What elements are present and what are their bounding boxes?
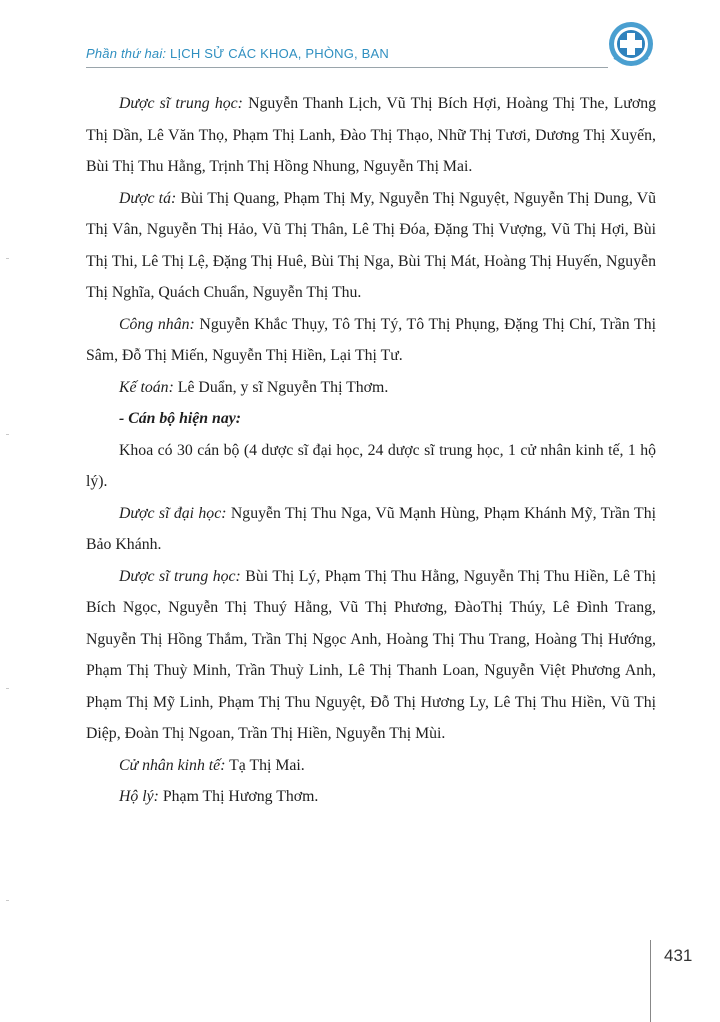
staff-names: Phạm Thị Hương Thơm.	[162, 788, 319, 805]
page-body	[86, 88, 656, 813]
staff-names: Tạ Thị Mai.	[229, 756, 305, 774]
staff-names: Bùi Thị Lý, Phạm Thị Thu Hằng, Nguyễn Thị Thu Hiền, Lê Thị Bích Ngọc, Nguyễn Thị Thuý Hằng, Vũ Thị Phương, ĐàoThị Thúy, Lê Đình Trang, Nguyễn Thị Hồng Thắm, Trần Thị Ngọc Anh, Hoàng Thị Thu Trang, Hoàng Thị Hướng, Phạm Thị Thuỳ Minh, Trần Thuỳ Linh, Lê Thị Thanh Loan, Nguyễn Việt Phương Anh, Phạm Thị Mỹ Linh, Phạm Thị Thu Nguyệt, Đỗ Thị Hương Ly, Lê Thị Thu Hiền, Vũ Thị Diệp, Đoàn Thị Ngoan, Trần Thị Hiền, Nguyễn Thị Mùi.	[86, 567, 656, 742]
scan-margin-mark	[6, 688, 9, 689]
page-number: 431	[664, 946, 693, 965]
role-label: Dược sĩ trung học:	[119, 567, 241, 585]
paragraph-economics-bachelor	[86, 750, 656, 782]
running-header	[86, 46, 389, 61]
role-label: Dược sĩ trung học:	[119, 95, 243, 112]
staff-names: Lê Duẩn, y sĩ Nguyễn Thị Thơm.	[177, 378, 389, 396]
hospital-emblem-icon	[604, 18, 656, 72]
role-label: Kế toán:	[119, 378, 174, 396]
staff-names: Nguyễn Thị Thu Nga, Vũ Mạnh Hùng, Phạm Khánh Mỹ, Trần Thị Bảo Khánh.	[86, 504, 656, 553]
current-staff-heading: - Cán bộ hiện nay:	[119, 410, 242, 427]
staff-names: Nguyễn Thanh Lịch, Vũ Thị Bích Hợi, Hoàng Thị The, Lương Thị Dần, Lê Văn Thọ, Phạm Thị Lanh, Đào Thị Thạo, Nhữ Thị Tươi, Dương Thị Xuyến, Bùi Thị Thu Hằng, Trịnh Thị Hồng Nhung, Nguyễn Thị Mai.	[86, 95, 656, 175]
staff-names: Nguyễn Khắc Thụy, Tô Thị Tý, Tô Thị Phụng, Đặng Thị Chí, Trần Thị Sâm, Đỗ Thị Miến, Nguyễn Thị Hiền, Lại Thị Tư.	[86, 315, 656, 364]
paragraph-pharmacists-university	[86, 498, 656, 561]
role-label: Cử nhân kinh tế:	[119, 756, 226, 774]
header-divider	[86, 67, 608, 68]
footer-divider	[650, 940, 651, 1022]
role-label: Công nhân:	[119, 315, 195, 333]
paragraph-pharmacy-assistants	[86, 183, 656, 309]
paragraph-staff-count	[86, 435, 656, 498]
scan-margin-mark	[6, 258, 9, 259]
scan-margin-mark	[6, 434, 9, 435]
paragraph-nurse-aide	[86, 781, 656, 813]
staff-names: Bùi Thị Quang, Phạm Thị My, Nguyễn Thị Nguyệt, Nguyễn Thị Dung, Vũ Thị Vân, Nguyễn Thị Hảo, Vũ Thị Thân, Lê Thị Đóa, Đặng Thị Vượng, Vũ Thị Hợi, Bùi Thị Thi, Lê Thị Lệ, Đặng Thị Huê, Bùi Thị Nga, Bùi Thị Mát, Hoàng Thị Huyến, Nguyễn Thị Nghĩa, Quách Chuẩn, Nguyễn Thị Thu.	[86, 189, 656, 301]
header-title: LỊCH SỬ CÁC KHOA, PHÒNG, BAN	[170, 46, 390, 61]
staff-summary: Khoa có 30 cán bộ (4 dược sĩ đại học, 24 dược sĩ trung học, 1 cử nhân kinh tế, 1 hộ lý).	[86, 441, 656, 490]
role-label: Hộ lý:	[119, 788, 159, 805]
paragraph-pharmacists-secondary-former	[86, 88, 656, 183]
paragraph-workers	[86, 309, 656, 372]
role-label: Dược tá:	[119, 189, 177, 207]
header-part-label: Phần thứ hai:	[86, 46, 167, 61]
paragraph-accountant	[86, 372, 656, 404]
section-heading	[86, 403, 656, 435]
scan-margin-mark	[6, 900, 9, 901]
role-label: Dược sĩ đại học:	[119, 504, 227, 522]
paragraph-pharmacists-secondary-current	[86, 561, 656, 750]
